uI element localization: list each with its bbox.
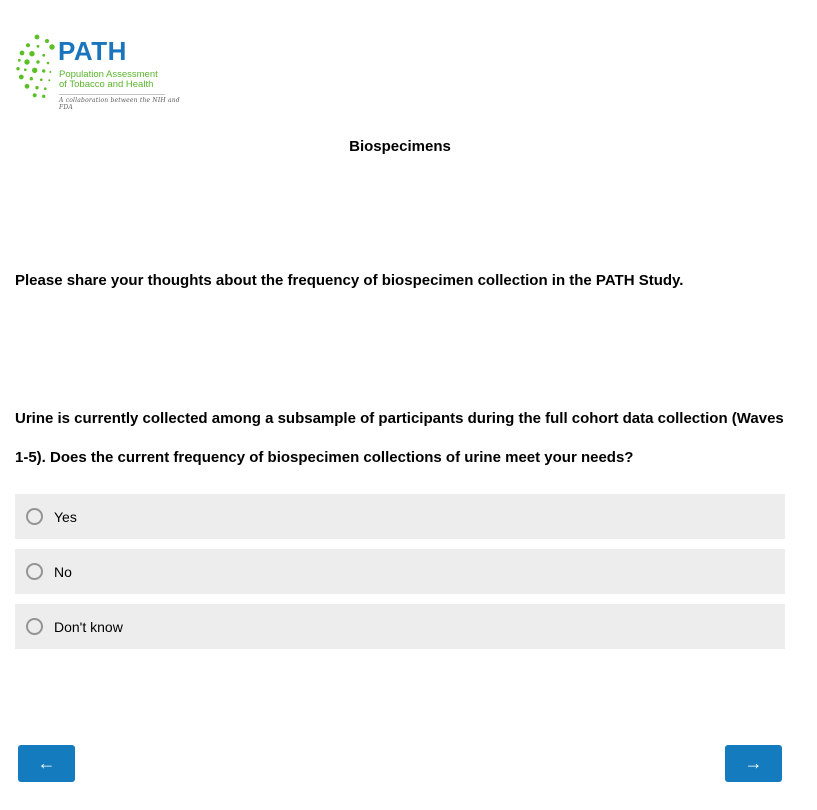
intro-text: Please share your thoughts about the frequency of biospecimen collection in the PATH Study.	[15, 272, 684, 289]
radio-icon[interactable]	[26, 508, 43, 525]
path-logo-dots-icon	[14, 32, 56, 100]
logo-collaboration-text: A collaboration between the NIH and FDA	[59, 97, 180, 111]
option-dont-know[interactable]	[15, 604, 785, 649]
option-label: No	[54, 563, 72, 580]
next-arrow-icon: →	[744, 753, 763, 773]
radio-icon[interactable]	[26, 563, 43, 580]
back-button[interactable]	[18, 745, 75, 782]
logo-tagline-line1: Population Assessment	[59, 69, 158, 80]
logo-tagline	[59, 70, 158, 90]
logo-divider	[59, 94, 165, 95]
path-logo	[14, 27, 184, 111]
option-label: Don't know	[54, 618, 123, 635]
option-label: Yes	[54, 508, 77, 525]
radio-icon[interactable]	[26, 618, 43, 635]
question-text: Urine is currently collected among a subsample of participants during the full cohort data collection (Waves 1-5). Does the current frequency of biospecimen collections of urine meet your needs?	[15, 410, 784, 466]
back-arrow-icon: ←	[37, 753, 56, 773]
logo-brand-text: PATH	[58, 36, 127, 66]
logo-tagline-line2: of Tobacco and Health	[59, 79, 154, 90]
next-button[interactable]	[725, 745, 782, 782]
option-yes[interactable]	[15, 494, 785, 539]
answer-options	[15, 494, 785, 659]
page-title: Biospecimens	[349, 138, 451, 155]
option-no[interactable]	[15, 549, 785, 594]
